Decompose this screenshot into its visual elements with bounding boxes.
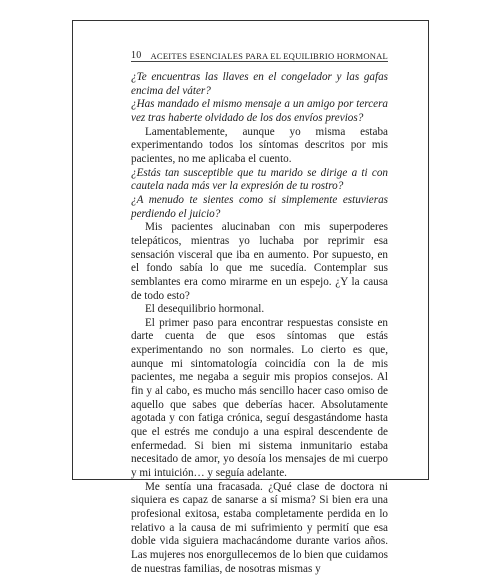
paragraph: El primer paso para encontrar respuestas consiste en darte cuenta de que esos síntomas que estás experimentando no son normales. Lo cierto es que, aunque mi sintomatología coincidía con la de mis pacientes, me negaba a seguir mis propios consejos. Al fin y al cabo, es mucho más sencillo hacer caso omiso de aquello que sabes que deberías hacer. Absolutamente agotada y con fatiga crónica, seguí desgastándome hasta que el estrés me condujo a una espiral descendente de enfermedad. Si bien mi sistema inmunitario estaba necesitado de amor, yo desoía los mensajes de mi cuerpo y mi intuición… y seguía adelante.	[131, 316, 388, 480]
body-text	[131, 71, 388, 576]
paragraph: ¿Estás tan susceptible que tu marido se dirige a ti con cautela nada más ver la expresión de tu rostro?	[131, 166, 388, 193]
paragraph: El desequilibrio hormonal.	[145, 303, 265, 316]
running-header	[131, 47, 388, 62]
paragraph: Lamentablemente, aunque yo misma estaba experimentando todos los síntomas descritos por mis pacientes, no me aplicaba el cuento.	[131, 125, 388, 165]
paragraph: ¿Has mandado el mismo mensaje a un amigo por tercera vez tras haberte olvidado de los dos envíos previos?	[131, 98, 388, 124]
paragraph: ¿A menudo te sientes como si simplemente estuvieras perdiendo el juicio?	[131, 193, 388, 220]
paragraph: Me sentía una fracasada. ¿Qué clase de doctora ni siquiera es capaz de sanarse a sí misma? Si bien era una profesional exitosa, estaba completamente perdida en lo relativo a la causa de mi sufrimiento y permití que esa doble vida siguiera machacándome durante varios años. Las mujeres nos enorgullecemos de lo bien que cuidamos de nuestras familias, de nosotras mismas y	[131, 480, 388, 575]
book-page	[72, 20, 429, 575]
page-number: 10	[131, 50, 142, 61]
paragraph: Mis pacientes alucinaban con mis superpoderes telepáticos, mientras yo luchaba por reprimir esa sensación visceral que iba en aumento. Por supuesto, en el fondo sabía lo que me sucedía. Contemplar sus semblantes era como mirarme en un espejo. ¿Y la causa de todo esto?	[131, 221, 388, 302]
paragraph: ¿Te encuentras las llaves en el congelador y las gafas encima del váter?	[131, 71, 388, 97]
running-title: ACEITES ESENCIALES PARA EL EQUILIBRIO HORMONAL	[150, 51, 388, 61]
